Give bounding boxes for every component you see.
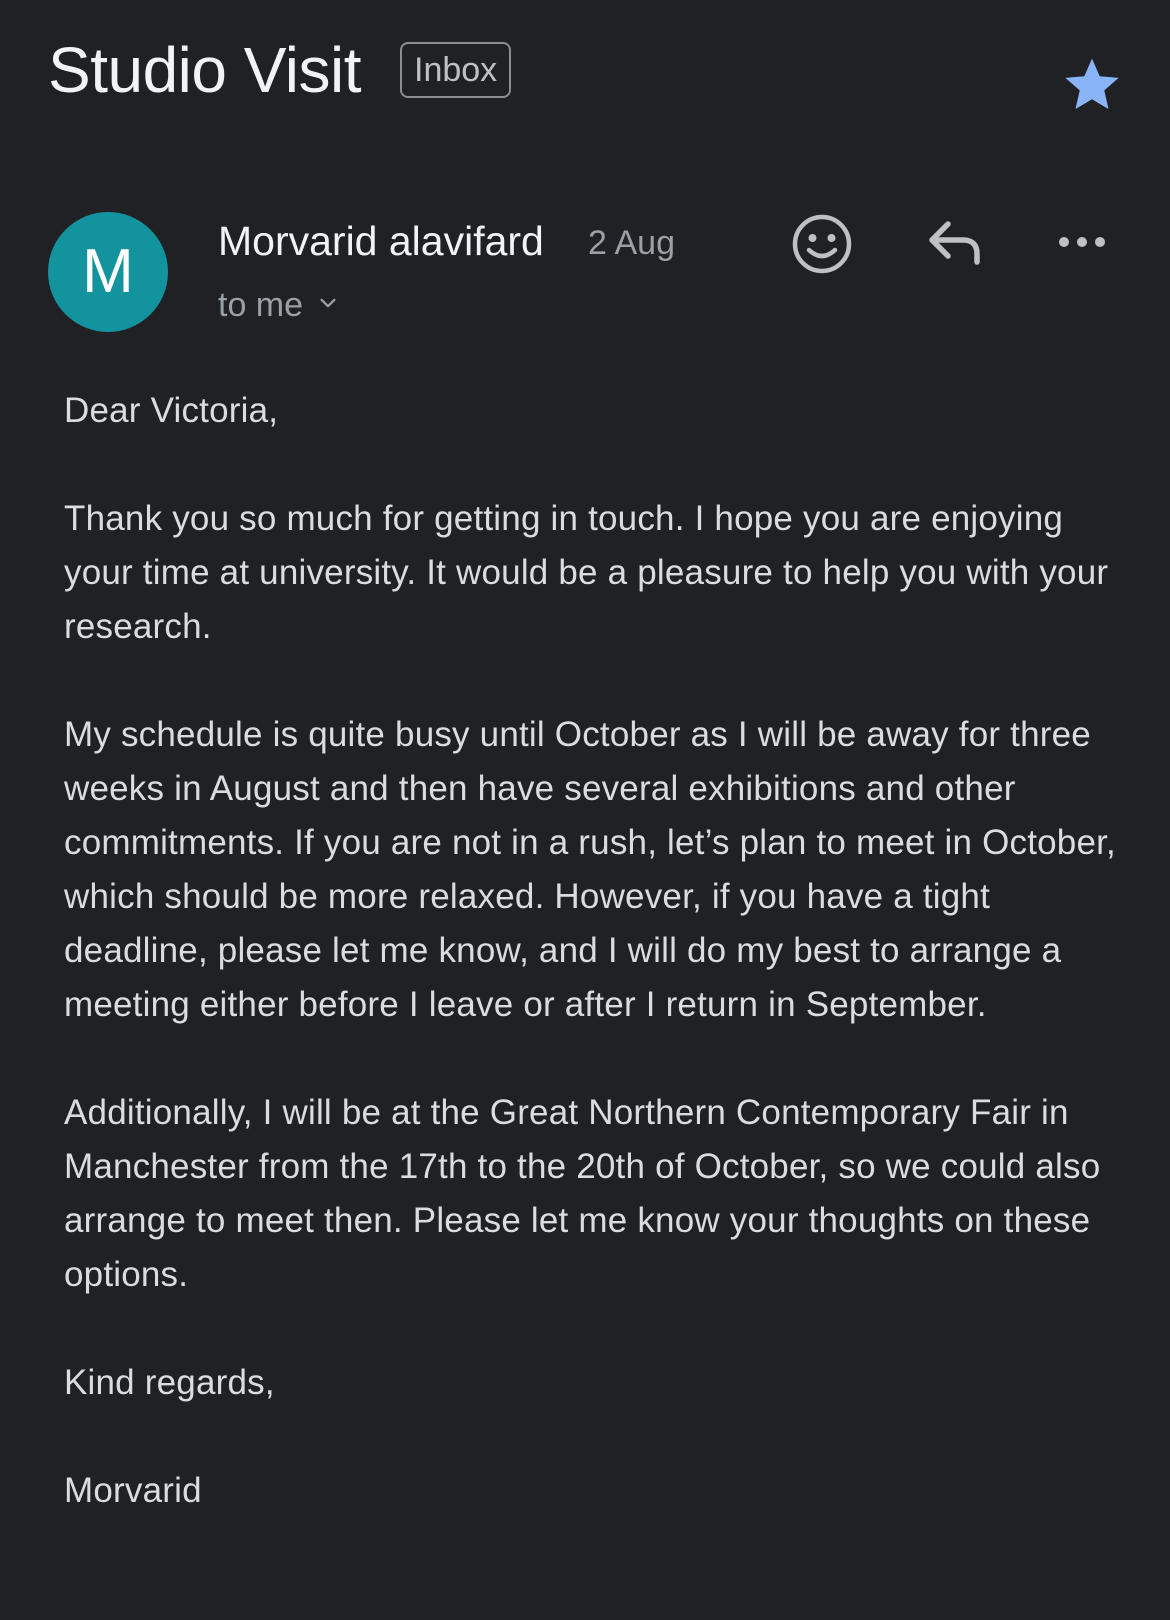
sender-avatar[interactable]: M: [48, 212, 168, 332]
recipient-details-toggle[interactable]: [218, 282, 339, 328]
chevron-down-icon: [317, 292, 339, 314]
inbox-label[interactable]: Inbox: [400, 42, 511, 98]
email-paragraph: Thank you so much for getting in touch. I hope you are enjoying your time at university. It would be a pleasure to help you with your research.: [64, 499, 1109, 646]
email-body: [64, 384, 1124, 1518]
more-icon[interactable]: [1050, 212, 1114, 276]
email-paragraph: My schedule is quite busy until October as I will be away for three weeks in August and then have several exhibitions and other commitments. If you are not in a rush, let’s plan to meet in October, which should be more relaxed. However, if you have a tight deadline, please let me know, and I will do my best to arrange a meeting either before I leave or after I return in September.: [64, 715, 1116, 1024]
email-subject: Studio Visit: [48, 34, 361, 106]
sender-row: [48, 212, 1130, 336]
star-icon[interactable]: [1060, 52, 1124, 116]
email-date: 2 Aug: [588, 224, 675, 262]
email-signature: Morvarid: [64, 1471, 202, 1510]
reply-icon[interactable]: [923, 212, 987, 276]
add-reaction-icon[interactable]: [790, 212, 854, 276]
email-paragraph: Additionally, I will be at the Great Northern Contemporary Fair in Manchester from the 17th to the 20th of October, so we could also arrange to meet then. Please let me know your thoughts on these options.: [64, 1093, 1101, 1294]
email-header: [48, 30, 1130, 110]
email-greeting: Dear Victoria,: [64, 391, 279, 430]
email-closing: Kind regards,: [64, 1363, 275, 1402]
recipient-label: to me: [218, 286, 304, 324]
sender-name[interactable]: Morvarid alavifard: [218, 218, 544, 264]
